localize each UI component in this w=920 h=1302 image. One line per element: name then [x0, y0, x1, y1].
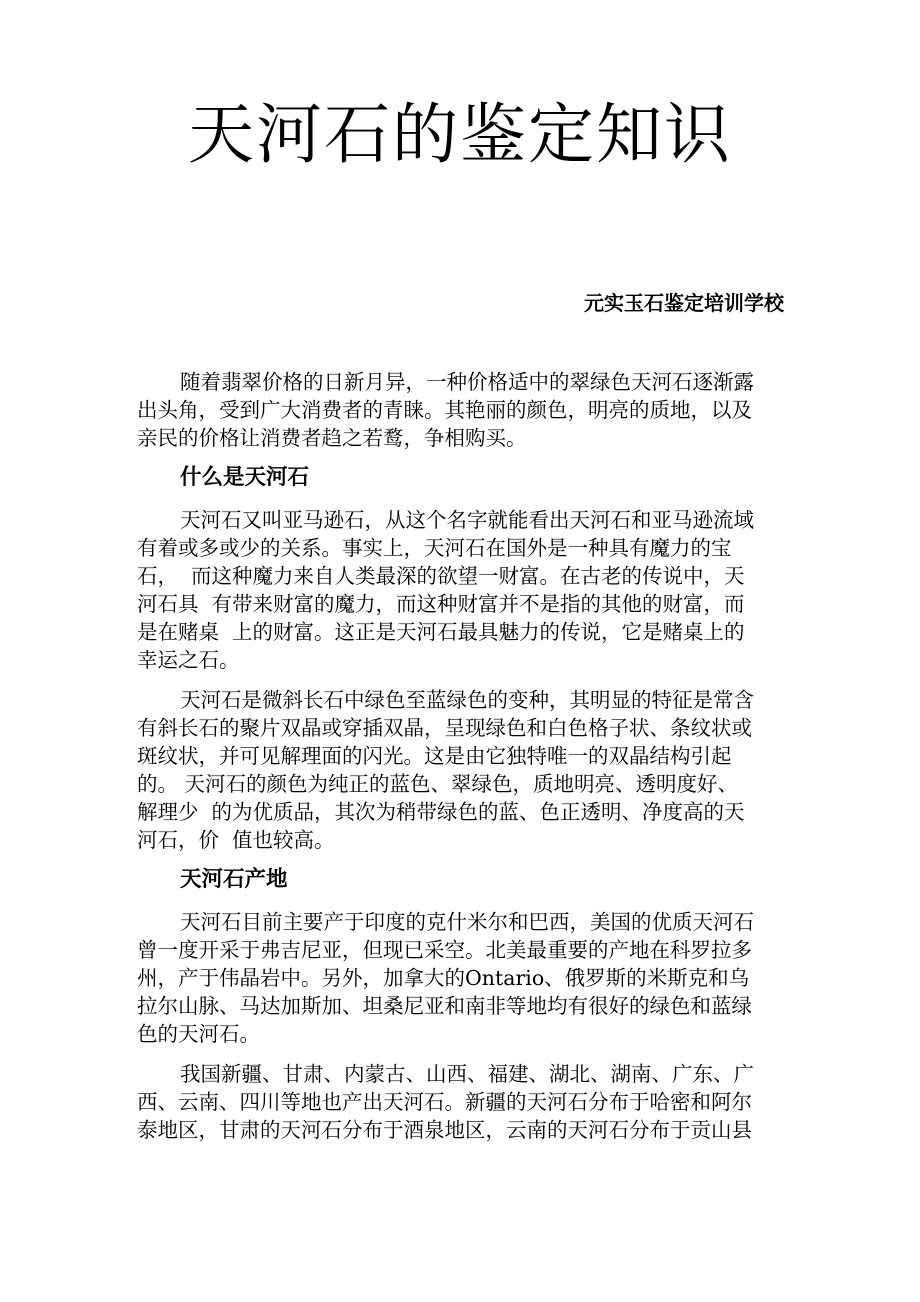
- paragraph-line: 是在赌桌 上的财富。这正是天河石最具魅力的传说，它是赌桌上的: [137, 620, 745, 644]
- paragraph-line: 色的天河石。: [137, 1022, 260, 1046]
- author-line: 元实玉石鉴定培训学校: [584, 291, 784, 315]
- section-heading: 天河石产地: [180, 867, 288, 892]
- paragraph-line: 的。 天河石的颜色为纯正的蓝色、翠绿色，质地明亮、透明度好、: [137, 772, 739, 796]
- paragraph-line: 天河石又叫亚马逊石，从这个名字就能看出天河石和亚马逊流域: [180, 508, 754, 532]
- paragraph-line: 斑纹状，并可见解理面的闪光。这是由它独特唯一的双晶结构引起: [137, 744, 732, 768]
- document-body: [137, 368, 797, 1156]
- paragraph-line: 河石具 有带来财富的魔力，而这种财富并不是指的其他的财富，而: [137, 592, 745, 616]
- paragraph: [137, 506, 797, 674]
- paragraph-line: 随着翡翠价格的日新月异，一种价格适中的翠绿色天河石逐渐露: [180, 370, 754, 394]
- paragraph-line: 有斜长石的聚片双晶或穿插双晶，呈现绿色和白色格子状、条纹状或: [137, 716, 752, 740]
- paragraph: [137, 368, 797, 452]
- paragraph-line: 河石，价 值也较高。: [137, 828, 335, 852]
- paragraph-line: 西、云南、四川等地也产出天河石。新疆的天河石分布于哈密和阿尔: [137, 1090, 752, 1114]
- document-title: 天河石的鉴定知识: [188, 96, 732, 173]
- paragraph-line: 拉尔山脉、马达加斯加、坦桑尼亚和南非等地均有很好的绿色和蓝绿: [137, 994, 752, 1018]
- paragraph-line: 石， 而这种魔力来自人类最深的欲望一财富。在古老的传说中，天: [137, 564, 745, 588]
- section-heading: 什么是天河石: [180, 465, 310, 490]
- paragraph-line: 天河石是微斜长石中绿色至蓝绿色的变种，其明显的特征是常含: [180, 688, 754, 712]
- paragraph-line: 出头角，受到广大消费者的青睐。其艳丽的颜色，明亮的质地，以及: [137, 398, 752, 422]
- paragraph: [137, 1060, 797, 1144]
- paragraph-line: 解理少 的为优质品，其次为稍带绿色的蓝、色正透明、净度高的天: [137, 800, 745, 824]
- paragraph: [137, 908, 797, 1048]
- paragraph-line: 有着或多或少的关系。事实上，天河石在国外是一种具有魔力的宝: [137, 536, 732, 560]
- paragraph-line: 亲民的价格让消费者趋之若鹜，争相购买。: [137, 426, 527, 450]
- paragraph-line: 曾一度开采于弗吉尼亚，但现已采空。北美最重要的产地在科罗拉多: [137, 938, 752, 962]
- paragraph-line: 天河石目前主要产于印度的克什米尔和巴西，美国的优质天河石: [180, 910, 754, 934]
- paragraph-line: 泰地区，甘肃的天河石分布于酒泉地区，云南的天河石分布于贡山县: [137, 1118, 752, 1142]
- paragraph-line: 州，产于伟晶岩中。另外，加拿大的Ontario、俄罗斯的米斯克和乌: [137, 966, 750, 990]
- paragraph-line: 我国新疆、甘肃、内蒙古、山西、福建、湖北、湖南、广东、广: [180, 1062, 754, 1086]
- paragraph: [137, 686, 797, 854]
- paragraph-line: 幸运之石。: [137, 648, 240, 672]
